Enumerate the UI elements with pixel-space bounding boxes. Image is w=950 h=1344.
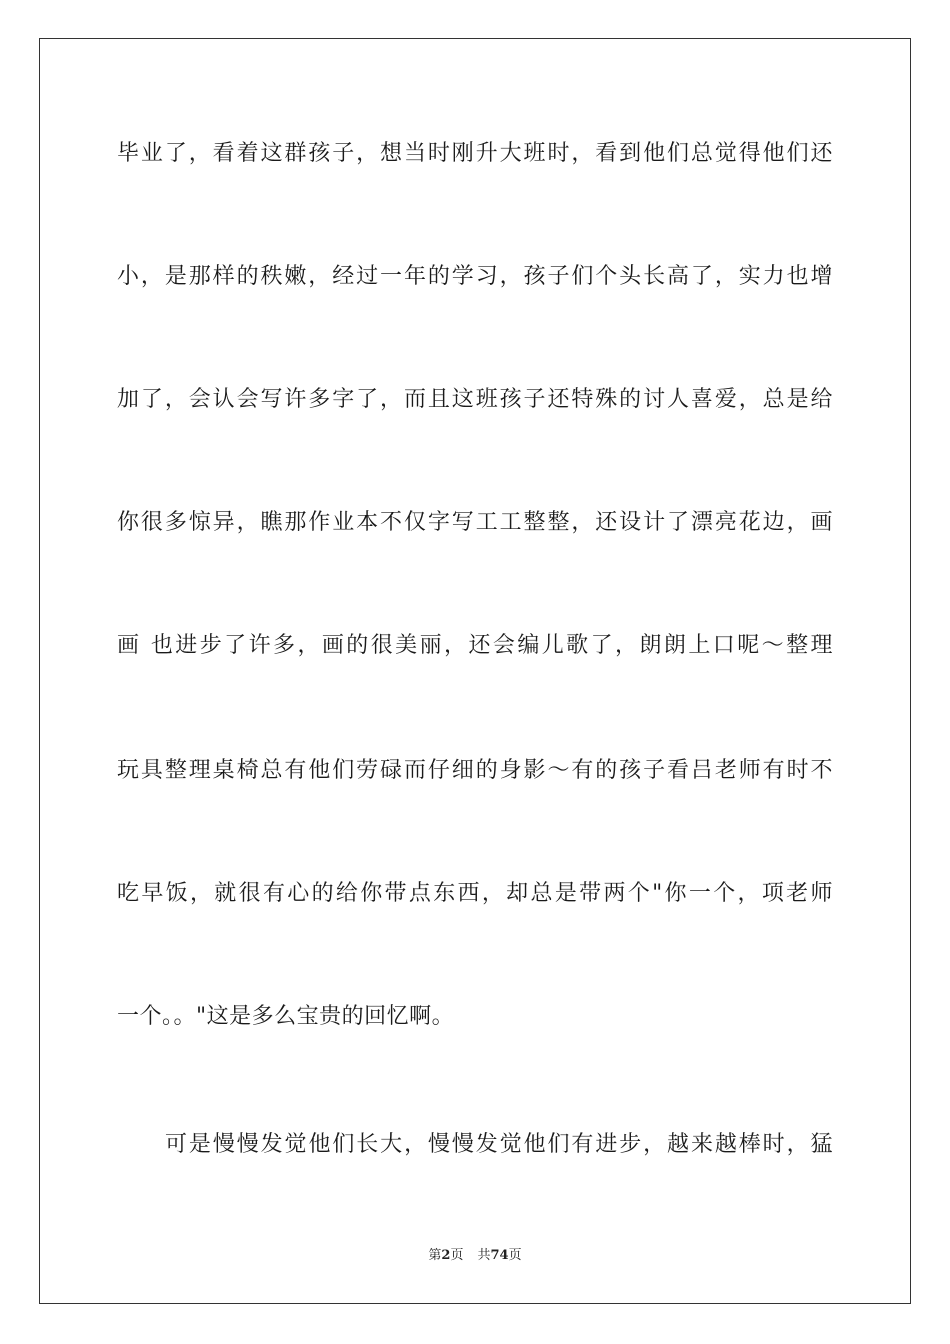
page-border [39, 38, 911, 1304]
paragraph-line-1: 毕业了，看着这群孩子，想当时刚升大班时，看到他们总觉得他们还 [117, 141, 833, 166]
total-suffix: 页 [508, 1248, 522, 1263]
paragraph-line-2: 小，是那样的秩嫩，经过一年的学习，孩子们个头长高了，实力也增 [117, 264, 833, 289]
paragraph-line-7: 吃早饭，就很有心的给你带点东西，却总是带两个"你一个，项老师 [117, 881, 833, 906]
paragraph-line-3: 加了，会认会写许多字了，而且这班孩子还特殊的讨人喜爱，总是给 [117, 387, 833, 412]
total-prefix: 共 [477, 1248, 491, 1263]
paragraph-line-6: 玩具整理桌椅总有他们劳碌而仔细的身影～有的孩子看吕老师有时不 [117, 758, 833, 783]
paragraph-line-5: 画 也进步了许多，画的很美丽，还会编儿歌了，朗朗上口呢～整理 [117, 633, 833, 658]
page-suffix: 页 [450, 1248, 464, 1263]
page-prefix: 第 [428, 1248, 442, 1263]
paragraph-line-8: 一个。。"这是多么宝贵的回忆啊。 [117, 1004, 455, 1029]
total-pages: 74 [490, 1248, 509, 1263]
paragraph-line-9: 可是慢慢发觉他们长大，慢慢发觉他们有进步，越来越棒时，猛 [165, 1132, 833, 1157]
paragraph-line-4: 你很多惊异，瞧那作业本不仅字写工工整整，还设计了漂亮花边，画 [117, 510, 833, 535]
page-footer [0, 1247, 950, 1265]
page-number: 2 [441, 1248, 451, 1263]
